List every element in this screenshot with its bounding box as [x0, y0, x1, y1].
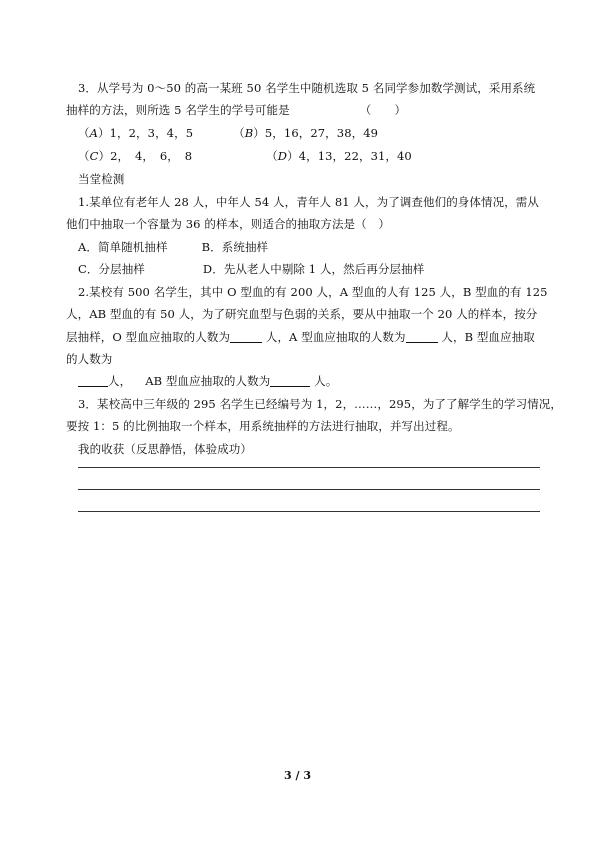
- t2-line1: 2.某校有 500 名学生，其中 O 型血的有 200 人，A 型血的人有 125 人，B 型血的有 125: [78, 285, 548, 299]
- q3-answer-paren: （ ）: [359, 103, 407, 117]
- q3-opt-b: （B）5，16，27，38，49: [233, 126, 379, 140]
- t3-line2: 要按 1：5 的比例抽取一个样本，用系统抽样的方法进行抽取，并写出过程。: [66, 419, 460, 433]
- t1-line1: 1.某单位有老年人 28 人，中年人 54 人，青年人 81 人，为了调查他们的身体情况，需从: [78, 195, 540, 209]
- section-title: 当堂检测: [78, 172, 125, 186]
- t1-opt-d: D．先从老人中剔除 1 人，然后再分层抽样: [202, 262, 425, 276]
- harvest-heading: 我的收获（反思静悟，体验成功）: [78, 442, 252, 456]
- t1-options-ab: [78, 240, 268, 254]
- t3-line1: 3．某校高中三年级的 295 名学生已经编号为 1，2，……，295，为了了解学生的学习情况，: [78, 397, 563, 411]
- answer-line-3[interactable]: [78, 511, 540, 512]
- answer-line-2[interactable]: [78, 489, 540, 490]
- q3-opt-a: （A）1，2，3，4，5: [78, 126, 194, 140]
- t2-line5: 人， AB 型血应抽取的人数为 人。: [78, 374, 337, 388]
- blank-o-type[interactable]: [230, 331, 262, 343]
- q3-line1: 3．从学号为 0～50 的高一某班 50 名学生中随机选取 5 名同学参加数学测试，采用系统: [78, 81, 536, 95]
- q3-opt-d: （D）4，13，22，31，40: [266, 149, 412, 163]
- t1-opt-a: A．简单随机抽样: [78, 240, 168, 254]
- blank-ab-type[interactable]: [270, 375, 310, 387]
- q3-opt-c: （C）2， 4， 6， 8: [78, 149, 193, 163]
- blank-a-type[interactable]: [406, 331, 438, 343]
- q3-options-cd: [78, 149, 412, 163]
- q3-line2: [66, 103, 406, 117]
- blank-b-type[interactable]: [78, 375, 108, 387]
- t2-line4: 的人数为: [66, 352, 113, 366]
- t1-opt-c: C．分层抽样: [78, 262, 145, 276]
- t1-options-cd: [78, 262, 424, 276]
- t2-line2: 人，AB 型血的有 50 人，为了研究血型与色弱的关系，要从中抽取一个 20 人的样本，按分: [66, 307, 538, 321]
- t1-line2: 他们中抽取一个容量为 36 的样本，则适合的抽取方法是（ ）: [66, 217, 390, 231]
- q3-options-ab: [78, 126, 378, 140]
- t1-opt-b: B．系统抽样: [201, 240, 269, 254]
- q3-line2-text: 抽样的方法，则所选 5 名学生的学号可能是: [66, 103, 290, 117]
- answer-line-1[interactable]: [78, 467, 540, 468]
- t2-line3: 层抽样，O 型血应抽取的人数为 人，A 型血应抽取的人数为 人，B 型血应抽取: [66, 330, 535, 344]
- page-number: 3 / 3: [284, 769, 311, 782]
